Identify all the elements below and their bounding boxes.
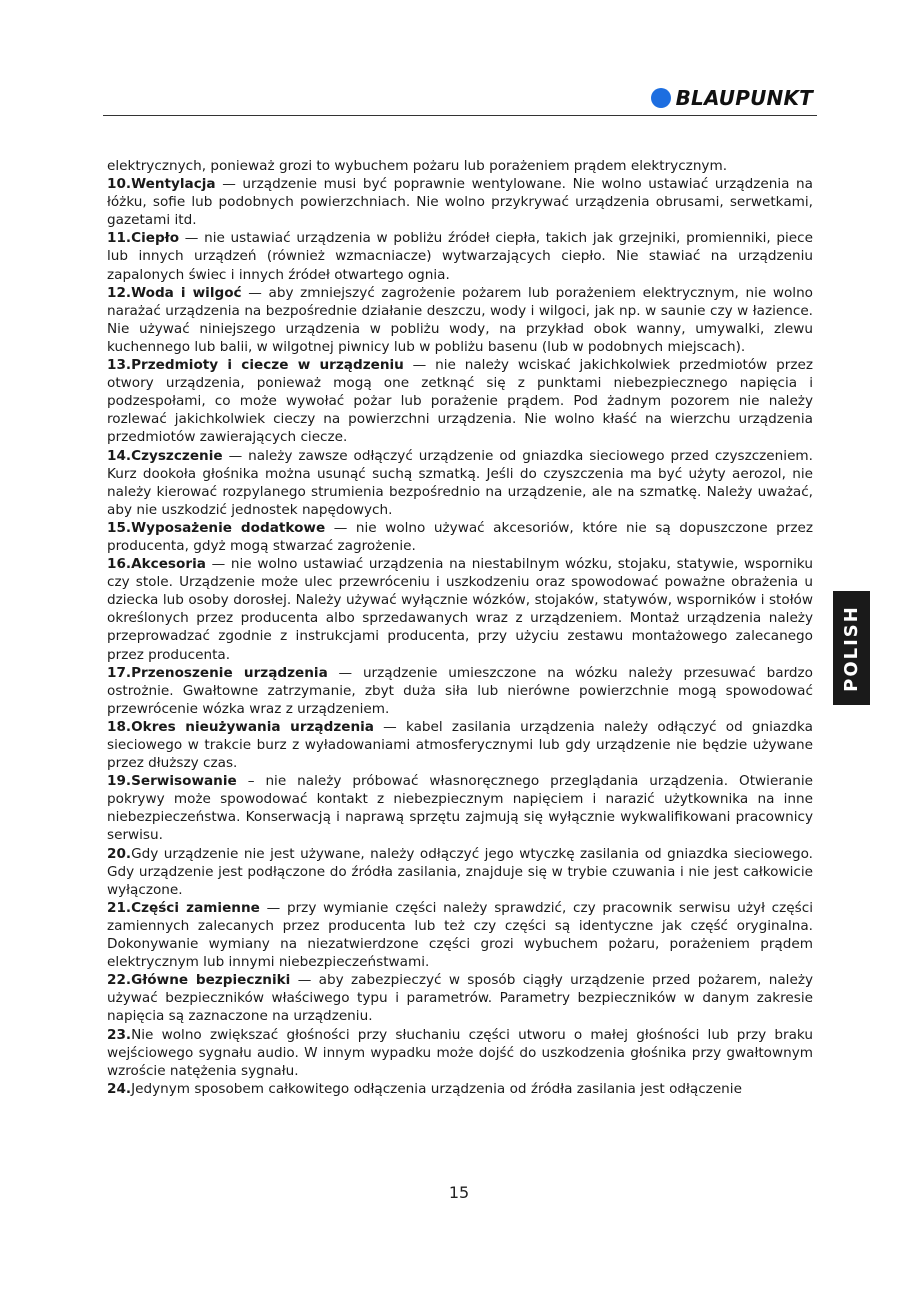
paragraph-number: 20. [107,845,132,862]
safety-paragraph [107,555,813,664]
header-divider [103,115,817,116]
language-tab [833,591,870,705]
paragraph-text: Nie wolno zwiększać głośności przy słuchaniu części utworu o małej głośności lub przy braku wejściowego sygnału audio. W innym wypadku może dojść do uszkodzenia głośnika przy gwałtownym wzroście natężenia sygnału. [107,1026,813,1079]
brand-logo [651,86,813,110]
safety-paragraph [107,519,813,555]
paragraph-heading [107,357,404,373]
safety-paragraph [107,175,813,229]
paragraph-text: — nie wolno ustawiać urządzenia na niestabilnym wózku, stojaku, statywie, wsporniku czy stole. Urządzenie może ulec przewróceniu i uszkodzeniu oraz spowodować poważne obrażenia u dziecka lub osoby dorosłej. Należy używać wyłącznie wózków, stojaków, statywów, wsporników i stołów określonych przez producenta albo sprzedawanych wraz z urządzeniem. Montaż urządzenia należy przeprowadzać zgodnie z instrukcjami producenta, przy użyciu zestawu montażowego zalecanego przez producenta. [107,556,813,663]
safety-paragraph [107,356,813,446]
paragraph-number: 21. [107,899,132,916]
paragraph-heading [107,285,242,301]
paragraph-number: 11. [107,230,132,247]
paragraph-title: Przenoszenie urządzenia [131,664,328,681]
paragraph-title: Czyszczenie [131,447,223,464]
paragraph-heading [107,230,179,246]
paragraph-heading [107,1081,131,1097]
paragraph-heading [107,176,216,192]
paragraph-number: 17. [107,664,132,681]
paragraph-title: Ciepło [131,230,180,247]
safety-paragraph [107,899,813,971]
paragraph-heading [107,719,374,735]
paragraph-text: — aby zabezpieczyć w sposób ciągły urządzenie przed pożarem, należy używać bezpieczników właściwego typu i parametrów. Parametry bezpieczników w danym zakresie napięcia są zaznaczone na urządzeniu. [107,972,813,1025]
safety-paragraph [107,447,813,519]
paragraph-title: Główne bezpieczniki [131,972,291,989]
paragraph-heading [107,448,223,464]
paragraph-text: — należy zawsze odłączyć urządzenie od gniazdka sieciowego przed czyszczeniem. Kurz dookoła głośnika można usunąć suchą szmatką. Jeśli do czyszczenia ma być użyty aerozol, nie należy kierować rozpylanego strumienia bezpośrednio na urządzenie, ale na szmatkę. Należy uważać, aby nie uszkodzić jednostek napędowych. [107,447,813,518]
paragraph-number: 19. [107,773,132,790]
safety-paragraph [107,1026,813,1080]
page-number: 15 [448,1183,470,1202]
safety-paragraph [107,157,813,175]
paragraph-title: Okres nieużywania urządzenia [131,718,374,735]
paragraph-title: Wentylacja [131,176,216,193]
paragraph-text: — nie należy wciskać jakichkolwiek przedmiotów przez otwory urządzenia, ponieważ mogą one zetknąć się z punktami niebezpiecznego napięcia i podzespołami, co może wywołać pożar lub porażenie prądem. Pod żadnym pozorem nie należy rozlewać jakichkolwiek cieczy na powierzchni urządzenia. Nie wolno kłaść na wierzchu urządzenia przedmiotów zawierających ciecze. [107,357,813,446]
safety-paragraph [107,229,813,283]
paragraph-heading [107,665,328,681]
brand-name: BLAUPUNKT [675,86,813,110]
paragraph-heading [107,900,260,916]
safety-paragraph [107,971,813,1025]
paragraph-text: — kabel zasilania urządzenia należy odłączyć od gniazdka sieciowego w trakcie burz z wyładowaniami atmosferycznymi lub gdy urządzenie nie będzie używane przez dłuższy czas. [107,718,813,772]
paragraph-number: 24. [107,1080,132,1097]
paragraph-number: 10. [107,176,132,193]
paragraph-text: — nie wolno używać akcesoriów, które nie są dopuszczone przez producenta, gdyż mogą stwarzać zagrożenie. [107,519,813,554]
paragraph-number: 16. [107,556,132,573]
paragraph-title: Przedmioty i ciecze w urządzeniu [131,357,404,374]
paragraph-number: 15. [107,519,132,536]
safety-paragraph [107,718,813,772]
paragraph-text: Jedynym sposobem całkowitego odłączenia urządzenia od źródła zasilania jest odłączenie [131,1080,742,1097]
paragraph-text: Gdy urządzenie nie jest używane, należy odłączyć jego wtyczkę zasilania od gniazdka sieciowego. Gdy urządzenie jest podłączone do źródła zasilania, znajduje się w trybie czuwania i nie jest całkowicie wyłączone. [107,845,813,898]
paragraph-title: Części zamienne [131,899,260,916]
paragraph-text: – nie należy próbować własnoręcznego przeglądania urządzenia. Otwieranie pokrywy może spowodować kontakt z niebezpiecznym napięciem i narazić użytkownika na inne niebezpieczeństwa. Konserwacją i naprawą sprzętu zajmują się wyłącznie wykwalifikowani pracownicy serwisu. [107,773,813,844]
safety-paragraph [107,845,813,899]
paragraph-text: elektrycznych, ponieważ grozi to wybuchem pożaru lub porażeniem prądem elektrycznym. [107,158,728,174]
safety-paragraph [107,772,813,844]
paragraph-text: — urządzenie musi być poprawnie wentylowane. Nie wolno ustawiać urządzenia na łóżku, sofie lub podobnych powierzchniach. Nie wolno przykrywać urządzenia obrusami, serwetkami, gazetami itd. [107,176,813,229]
safety-paragraph [107,1080,813,1098]
paragraph-title: Akcesoria [131,556,206,573]
paragraph-text: — nie ustawiać urządzenia w pobliżu źródeł ciepła, takich jak grzejniki, promienniki, piece lub innych urządzeń (również wzmacniacze) wytwarzających ciepło. Nie stawiać na urządzeniu zapalonych świec i innych źródeł otwartego ognia. [107,230,813,283]
paragraph-heading [107,1027,131,1043]
paragraph-title: Serwisowanie [131,773,237,790]
paragraph-number: 23. [107,1026,132,1043]
safety-paragraph [107,664,813,718]
document-body [107,157,813,1098]
paragraph-number: 12. [107,284,132,301]
paragraph-heading [107,972,290,988]
paragraph-title: Woda i wilgoć [131,284,242,301]
paragraph-number: 18. [107,718,132,735]
safety-paragraph [107,284,813,356]
paragraph-title: Wyposażenie dodatkowe [131,519,326,536]
paragraph-heading [107,556,206,572]
page-header [103,86,817,116]
brand-logo-dot-icon [651,88,671,108]
paragraph-text: — aby zmniejszyć zagrożenie pożarem lub porażeniem elektrycznym, nie wolno narażać urządzenia na bezpośrednie działanie deszczu, wody i wilgoci, jak np. w saunie czy w łazience. Nie używać niniejszego urządzenia w pobliżu wody, na przykład obok wanny, umywalki, zlewu kuchennego lub balii, w wilgotnej piwnicy lub w pobliżu basenu (lub w podobnych miejscach). [107,284,813,355]
paragraph-number: 22. [107,972,132,989]
paragraph-heading [107,520,325,536]
language-tab-label: POLISH [841,604,863,692]
paragraph-number: 14. [107,447,132,464]
paragraph-text: — urządzenie umieszczone na wózku należy przesuwać bardzo ostrożnie. Gwałtowne zatrzymanie, zbyt duża siła lub nierówne powierzchnie mogą spowodować przewrócenie wózka wraz z urządzeniem. [107,664,813,717]
paragraph-text: — przy wymianie części należy sprawdzić, czy pracownik serwisu użył części zamiennych zalecanych przez producenta lub też czy części są identyczne jak część oryginalna. Dokonywanie wymiany na niezatwierdzone części grozi wybuchem pożaru, porażeniem prądem elektrycznym lub innymi niebezpieczeństwami. [107,899,813,971]
paragraph-heading [107,846,131,862]
paragraph-heading [107,773,237,789]
paragraph-number: 13. [107,357,132,374]
